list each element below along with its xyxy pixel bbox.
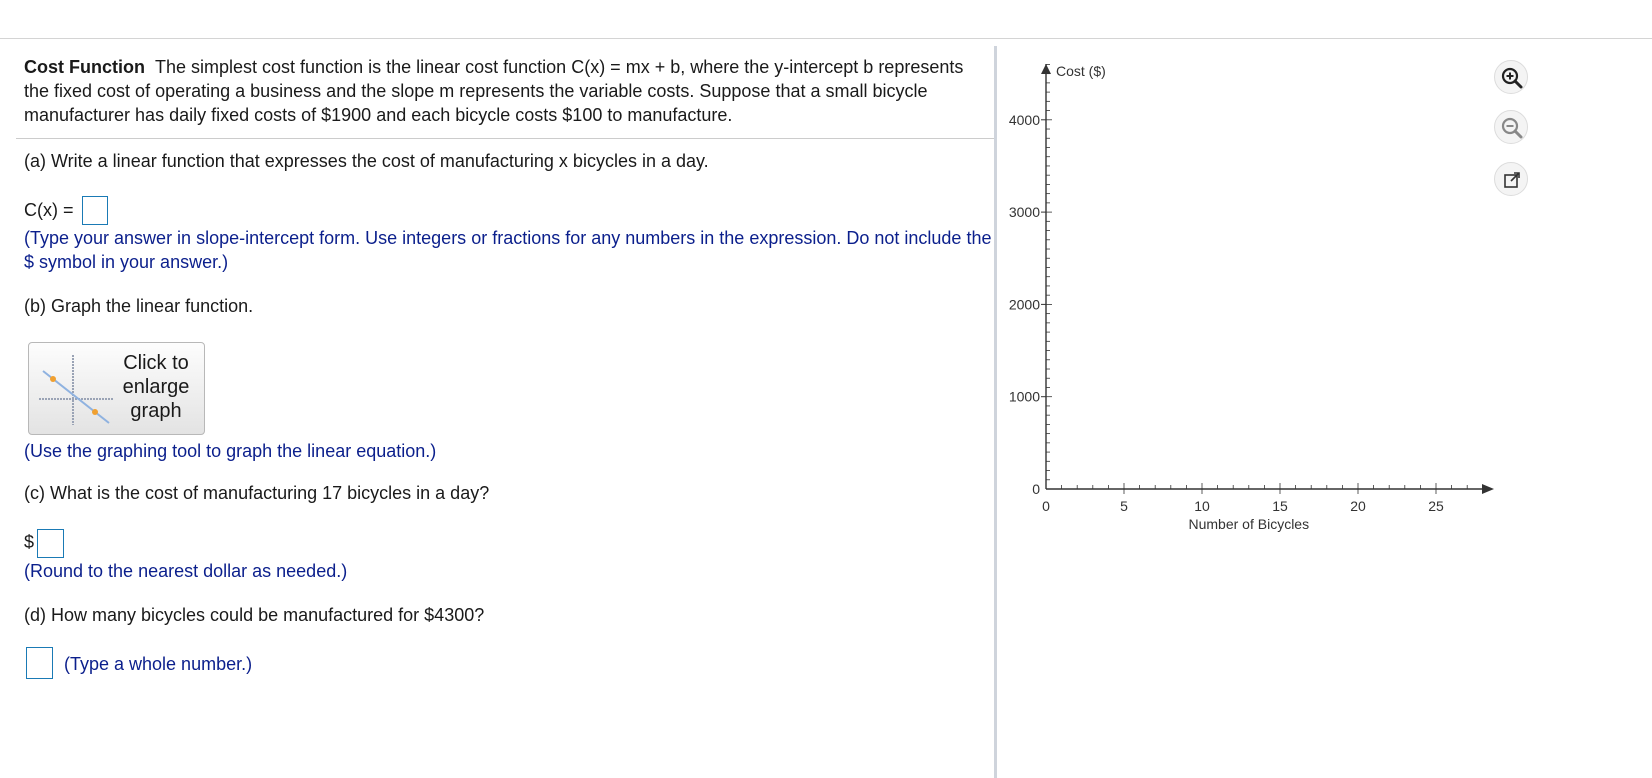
zoom-in-icon <box>1495 61 1529 95</box>
x-tick-label: 25 <box>1428 498 1444 514</box>
part-c-answer-input[interactable] <box>37 529 64 558</box>
part-d-hint: (Type a whole number.) <box>64 654 253 674</box>
part-b-hint: (Use the graphing tool to graph the linear equation.) <box>24 441 437 461</box>
part-d-answer-input[interactable] <box>26 647 53 679</box>
zoom-out-icon <box>1495 111 1529 145</box>
y-tick-label: 0 <box>1032 481 1040 497</box>
problem-title: Cost Function <box>24 57 145 77</box>
y-tick-label: 4000 <box>1008 111 1040 128</box>
cost-graph[interactable] <box>1000 46 1520 546</box>
y-tick-label: 2000 <box>1008 296 1040 313</box>
y-tick-label: 3000 <box>1008 204 1040 221</box>
y-axis-label: Cost ($) <box>1056 63 1106 79</box>
popout-icon <box>1495 163 1529 197</box>
problem-text: The simplest cost function is the linear cost function C(x) = mx + b, where the y-intercept b represents the fixed cost of operating a business and the slope m represents the variable costs. Suppose that a small bicycle manufacturer has daily fixed costs of $1900 and each bicycle costs $100 to manufacture. <box>24 57 964 125</box>
part-b-question: (b) Graph the linear function. <box>24 296 254 316</box>
x-tick-label: 5 <box>1120 498 1128 514</box>
x-tick-label: 20 <box>1350 498 1366 514</box>
part-c-question: (c) What is the cost of manufacturing 17 bicycles in a day? <box>24 483 490 503</box>
x-axis-label: Number of Bicycles <box>1188 516 1310 532</box>
graph-thumbnail-icon <box>37 353 113 425</box>
part-a-hint: (Type your answer in slope-intercept form. Use integers or fractions for any numbers in the expression. Do not include the $ symbol in your answer.) <box>24 228 992 272</box>
zoom-in-button[interactable] <box>1494 60 1528 94</box>
part-a-answer-input[interactable] <box>82 196 108 225</box>
intro-divider <box>16 138 994 139</box>
part-c-hint: (Round to the nearest dollar as needed.) <box>24 561 348 581</box>
part-a-label: C(x) = <box>24 200 74 220</box>
part-d-question: (d) How many bicycles could be manufactured for $4300? <box>24 605 485 625</box>
popout-button[interactable] <box>1494 162 1528 196</box>
axis-minor-ticks <box>1041 64 1483 494</box>
enlarge-graph-label: Click to enlarge graph <box>122 352 190 422</box>
zoom-out-button[interactable] <box>1494 110 1528 144</box>
enlarge-graph-button[interactable] <box>28 342 205 435</box>
x-axis-arrow <box>1482 484 1494 494</box>
x-tick-label: 0 <box>1042 498 1050 514</box>
problem-intro <box>24 55 984 127</box>
y-tick-label: 1000 <box>1008 388 1040 405</box>
part-a-question: (a) Write a linear function that expresses the cost of manufacturing x bicycles in a day. <box>24 151 709 171</box>
graph-panel <box>1000 46 1520 551</box>
part-c-currency: $ <box>24 532 35 552</box>
panel-divider <box>994 46 997 778</box>
y-axis-arrow <box>1041 64 1051 74</box>
x-tick-label: 10 <box>1194 498 1210 514</box>
x-tick-label: 15 <box>1272 498 1288 514</box>
